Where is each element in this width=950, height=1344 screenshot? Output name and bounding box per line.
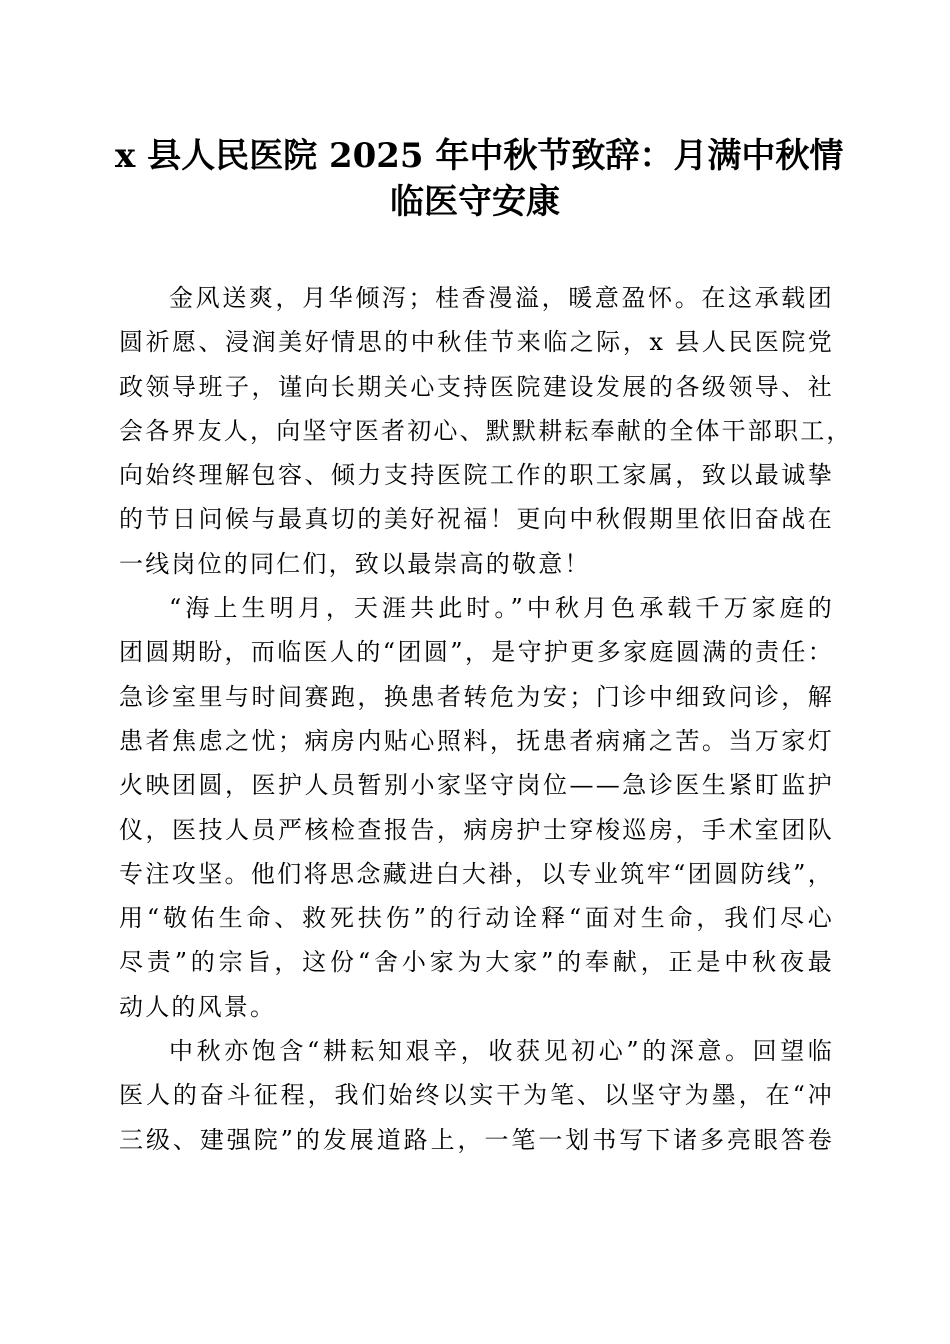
paragraph-line: 一线岗位的同仁们，致以最崇高的敬意！ [119,549,591,578]
title-line: x 县人民医院 2025 年中秋节致辞：月满中秋情 [115,136,844,176]
document-title [115,133,844,225]
paragraph-line: 的节日问候与最真切的美好祝福！更向中秋假期里依旧奋战在 [119,505,834,534]
paragraph-line: 专注攻坚。他们将思念藏进白大褂，以专业筑牢“团圆防线”， [119,859,834,888]
paragraph-line: 三级、建强院”的发展道路上，一笔一划书写下诸多亮眼答卷 [119,1125,834,1154]
document-body [119,276,853,1162]
paragraph-line: 政领导班子，谨向长期关心支持医院建设发展的各级领导、社 [119,372,834,401]
paragraph-line: “海上生明月，天涯共此时。”中秋月色承载千万家庭的 [169,594,834,623]
paragraph-line: 急诊室里与时间赛跑，换患者转危为安；门诊中细致问诊，解 [119,682,834,711]
paragraph-line: 向始终理解包容、倾力支持医院工作的职工家属，致以最诚挚 [119,461,834,490]
title-line: 临医守安康 [390,182,560,222]
paragraph-line: 圆祈愿、浸润美好情思的中秋佳节来临之际，x 县人民医院党 [119,328,834,357]
paragraph-line: 会各界友人，向坚守医者初心、默默耕耘奉献的全体干部职工， [119,416,853,445]
paragraph-line: 金风送爽，月华倾泻；桂香漫溢，暖意盈怀。在这承载团 [169,284,834,312]
paragraph-line: 火映团圆，医护人员暂别小家坚守岗位——急诊医生紧盯监护 [119,771,834,800]
paragraph-line: 医人的奋斗征程，我们始终以实干为笔、以坚守为墨，在“冲 [119,1081,834,1110]
paragraph-line: 仪，医技人员严核检查报告，病房护士穿梭巡房，手术室团队 [119,815,834,844]
paragraph-1 [119,276,853,586]
paragraph-line: 团圆期盼，而临医人的“团圆”，是守护更多家庭圆满的责任： [119,638,834,667]
paragraph-3 [119,1029,834,1162]
paragraph-line: 动人的风景。 [119,992,277,1021]
paragraph-line: 尽责”的宗旨，这份“舍小家为大家”的奉献，正是中秋夜最 [119,948,834,977]
paragraph-line: 患者焦虑之忧；病房内贴心照料，抚患者病痛之苦。当万家灯 [119,726,834,755]
paragraph-2 [119,586,834,1029]
paragraph-line: 用“敬佑生命、救死扶伤”的行动诠释“面对生命，我们尽心 [119,904,834,933]
paragraph-line: 中秋亦饱含“耕耘知艰辛，收获见初心”的深意。回望临 [169,1037,834,1066]
